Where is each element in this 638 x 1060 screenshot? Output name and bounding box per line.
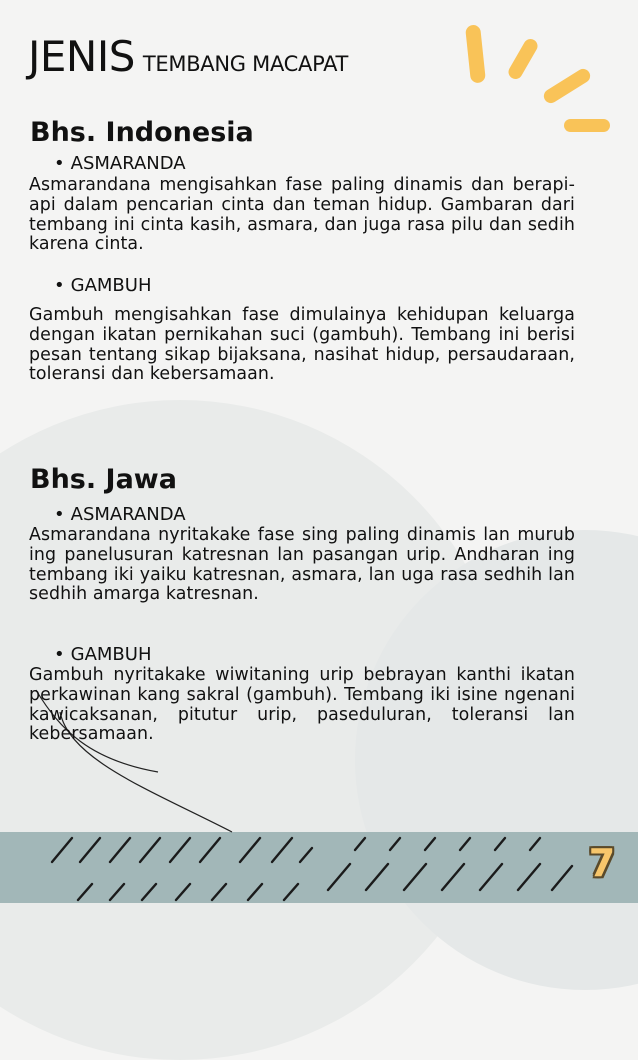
bullet-icon: • bbox=[54, 153, 65, 174]
item-label: GAMBUH bbox=[70, 644, 152, 665]
page-number: 7 bbox=[588, 841, 616, 885]
item-label: ASMARANDA bbox=[70, 504, 186, 525]
item-paragraph: Asmarandana mengisahkan fase paling dinamis dan berapi-api dalam pencarian cinta dan teman hidup. Gambaran dari tembang ini cinta kasih, asmara, dan juga rasa pilu dan sedih karena cinta. bbox=[29, 175, 575, 255]
title-sub: TEMBANG MACAPAT bbox=[142, 52, 349, 76]
item-label: GAMBUH bbox=[70, 275, 152, 296]
item-paragraph: Asmarandana nyritakake fase sing paling dinamis lan murub ing panelusuran katresnan lan pasangan urip. Andharan ing tembang iki yaiku katresnan, asmara, lan uga rasa sedhih lan sedhih amarga katresnan. bbox=[29, 525, 575, 605]
bullet-icon: • bbox=[54, 504, 65, 525]
bullet-icon: • bbox=[54, 275, 65, 296]
title-main: JENIS bbox=[28, 32, 135, 81]
sun-ray bbox=[564, 119, 610, 132]
sun-ray bbox=[506, 36, 540, 81]
list-item-label bbox=[54, 506, 186, 524]
item-label: ASMARANDA bbox=[70, 153, 186, 174]
section-heading-indonesia: Bhs. Indonesia bbox=[30, 117, 254, 148]
section-heading-jawa: Bhs. Jawa bbox=[30, 464, 177, 495]
sun-rays-decoration bbox=[465, 24, 610, 132]
sun-ray bbox=[465, 24, 486, 83]
page-title bbox=[28, 32, 349, 81]
item-paragraph: Gambuh mengisahkan fase dimulainya kehidupan keluarga dengan ikatan pernikahan suci (gambuh). Tembang ini berisi pesan tentang sikap bijaksana, nasihat hidup, persaudaraan, toleransi dan kebersamaan. bbox=[29, 305, 575, 385]
list-item-label bbox=[54, 277, 151, 295]
list-item-label bbox=[54, 646, 151, 664]
list-item-label bbox=[54, 155, 186, 173]
bullet-icon: • bbox=[54, 644, 65, 665]
item-paragraph: Gambuh nyritakake wiwitaning urip bebrayan kanthi ikatan perkawinan kang sakral (gambuh). Tembang iki isine ngenani kawicaksanan, pitutur urip, paseduluran, toleransi lan kebersamaan. bbox=[29, 665, 575, 745]
sun-ray bbox=[541, 66, 593, 105]
footer-hatch-pattern bbox=[52, 838, 572, 900]
